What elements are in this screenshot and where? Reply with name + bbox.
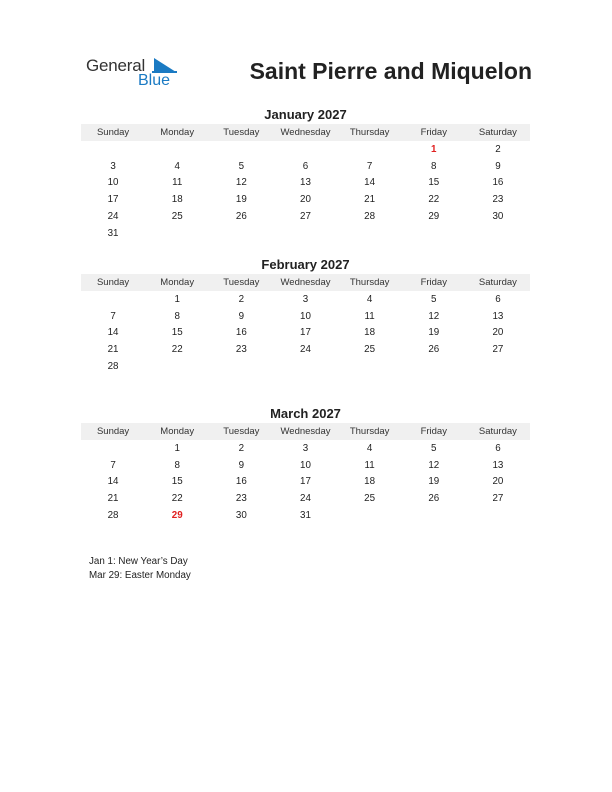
day-cell: 2 <box>238 442 245 454</box>
day-cell: 22 <box>171 493 183 505</box>
weekday-label: Monday <box>160 127 195 138</box>
day-cell: 5 <box>238 160 245 172</box>
day-cell: 20 <box>492 327 504 339</box>
day-cell: 27 <box>300 211 311 223</box>
day-cell: 13 <box>492 310 504 322</box>
day-cell: 9 <box>238 459 245 471</box>
day-cell: 18 <box>171 194 183 206</box>
day-cell: 24 <box>300 344 311 356</box>
week-row <box>81 308 530 325</box>
day-cell: 25 <box>364 493 376 505</box>
logo-blue-text: Blue <box>138 72 171 89</box>
day-cell: 4 <box>366 293 373 305</box>
day-cell: 21 <box>107 493 119 505</box>
day-cell: 13 <box>300 177 311 189</box>
day-cell: 17 <box>300 476 311 488</box>
day-cell: 4 <box>174 160 180 172</box>
month-title: March 2027 <box>270 406 341 421</box>
weekday-header <box>81 274 530 291</box>
day-cell: 2 <box>238 293 245 305</box>
day-cell: 7 <box>110 459 116 471</box>
weekday-label: Sunday <box>96 127 130 138</box>
weekday-label: Saturday <box>478 127 517 138</box>
day-cell: 12 <box>428 310 440 322</box>
day-cell: 18 <box>364 327 376 339</box>
weekday-header <box>81 124 530 141</box>
week-row <box>81 208 530 225</box>
day-cell: 24 <box>107 211 119 223</box>
day-cell: 15 <box>428 177 440 189</box>
day-cell: 7 <box>366 160 373 172</box>
day-cell: 14 <box>364 177 376 189</box>
week-row <box>81 225 530 242</box>
day-cell: 10 <box>300 310 311 322</box>
day-cell: 23 <box>492 194 504 206</box>
day-cell: 29 <box>171 510 183 522</box>
day-cell: 31 <box>107 227 119 239</box>
week-row <box>81 325 530 342</box>
week-row <box>81 457 530 474</box>
weekday-label: Wednesday <box>280 426 331 437</box>
day-cell: 8 <box>174 310 180 322</box>
day-cell: 3 <box>302 293 309 305</box>
day-cell: 21 <box>364 194 376 206</box>
weekday-label: Sunday <box>96 277 130 288</box>
day-cell: 26 <box>235 211 247 223</box>
day-cell: 30 <box>492 211 504 223</box>
day-cell: 23 <box>235 493 247 505</box>
day-cell: 10 <box>107 177 119 189</box>
day-cell: 11 <box>364 459 375 471</box>
week-row <box>81 291 530 308</box>
day-cell: 23 <box>235 344 247 356</box>
logo <box>86 56 186 92</box>
weekday-label: Tuesday <box>223 127 260 138</box>
month-title: February 2027 <box>261 257 350 272</box>
day-cell: 11 <box>172 177 183 189</box>
day-cell: 17 <box>107 194 119 206</box>
day-cell: 28 <box>107 361 119 373</box>
day-cell: 22 <box>428 194 440 206</box>
day-cell: 7 <box>110 310 116 322</box>
day-cell: 29 <box>428 211 440 223</box>
week-row <box>81 175 530 192</box>
day-cell: 1 <box>431 143 437 155</box>
day-cell: 25 <box>364 344 376 356</box>
day-cell: 15 <box>171 327 183 339</box>
day-cell: 24 <box>300 493 311 505</box>
weekday-label: Tuesday <box>223 426 260 437</box>
weekday-label: Monday <box>160 426 195 437</box>
day-cell: 22 <box>171 344 183 356</box>
day-cell: 4 <box>366 442 373 454</box>
day-cell: 9 <box>238 310 245 322</box>
week-row <box>81 440 530 457</box>
day-cell: 27 <box>492 344 504 356</box>
day-cell: 27 <box>492 493 504 505</box>
month-weeks <box>81 440 530 524</box>
weekday-label: Friday <box>420 277 447 288</box>
day-cell: 16 <box>235 476 247 488</box>
holiday-note: Jan 1: New Year’s Day <box>89 556 188 567</box>
day-cell: 5 <box>431 442 437 454</box>
weekday-label: Wednesday <box>280 277 331 288</box>
day-cell: 16 <box>235 327 247 339</box>
day-cell: 15 <box>171 476 183 488</box>
month-weeks <box>81 291 530 375</box>
week-row <box>81 507 530 524</box>
day-cell: 26 <box>428 344 440 356</box>
week-row <box>81 474 530 491</box>
week-row <box>81 490 530 507</box>
day-cell: 21 <box>107 344 119 356</box>
day-cell: 26 <box>428 493 440 505</box>
weekday-label: Thursday <box>349 277 390 288</box>
day-cell: 9 <box>495 160 501 172</box>
day-cell: 19 <box>235 194 247 206</box>
day-cell: 6 <box>495 442 501 454</box>
week-row <box>81 358 530 375</box>
day-cell: 31 <box>300 510 311 522</box>
day-cell: 1 <box>174 293 180 305</box>
day-cell: 28 <box>107 510 119 522</box>
day-cell: 19 <box>428 327 440 339</box>
page-title: Saint Pierre and Miquelon <box>249 58 532 84</box>
day-cell: 14 <box>107 327 119 339</box>
month-weeks <box>81 141 530 242</box>
logo-triangle-icon <box>154 58 176 72</box>
day-cell: 17 <box>300 327 311 339</box>
day-cell: 12 <box>428 459 440 471</box>
weekday-header <box>81 423 530 440</box>
day-cell: 5 <box>431 293 437 305</box>
day-cell: 6 <box>302 160 309 172</box>
weekday-label: Tuesday <box>223 277 260 288</box>
weekday-label: Wednesday <box>280 127 331 138</box>
day-cell: 10 <box>300 459 311 471</box>
day-cell: 16 <box>492 177 504 189</box>
day-cell: 20 <box>300 194 311 206</box>
weekday-label: Sunday <box>96 426 130 437</box>
month-title: January 2027 <box>264 107 347 122</box>
day-cell: 30 <box>235 510 247 522</box>
day-cell: 1 <box>174 442 180 454</box>
week-row <box>81 141 530 158</box>
day-cell: 18 <box>364 476 376 488</box>
day-cell: 8 <box>431 160 437 172</box>
day-cell: 11 <box>364 310 375 322</box>
day-cell: 19 <box>428 476 440 488</box>
day-cell: 12 <box>235 177 247 189</box>
week-row <box>81 158 530 175</box>
week-row <box>81 341 530 358</box>
month-january <box>81 106 530 242</box>
week-row <box>81 191 530 208</box>
day-cell: 6 <box>495 293 501 305</box>
weekday-label: Thursday <box>349 426 390 437</box>
day-cell: 3 <box>302 442 309 454</box>
month-march <box>81 405 530 524</box>
day-cell: 2 <box>495 143 501 155</box>
day-cell: 14 <box>107 476 119 488</box>
weekday-label: Friday <box>420 426 447 437</box>
day-cell: 13 <box>492 459 504 471</box>
holiday-note: Mar 29: Easter Monday <box>89 570 191 581</box>
day-cell: 28 <box>364 211 376 223</box>
weekday-label: Monday <box>160 277 195 288</box>
weekday-label: Friday <box>420 127 447 138</box>
weekday-label: Saturday <box>478 277 517 288</box>
day-cell: 3 <box>110 160 116 172</box>
weekday-label: Saturday <box>478 426 517 437</box>
month-february <box>81 256 530 375</box>
weekday-label: Thursday <box>349 127 390 138</box>
day-cell: 25 <box>171 211 183 223</box>
day-cell: 8 <box>174 459 180 471</box>
holiday-notes <box>89 555 191 583</box>
logo-general-text: General <box>86 56 146 75</box>
day-cell: 20 <box>492 476 504 488</box>
